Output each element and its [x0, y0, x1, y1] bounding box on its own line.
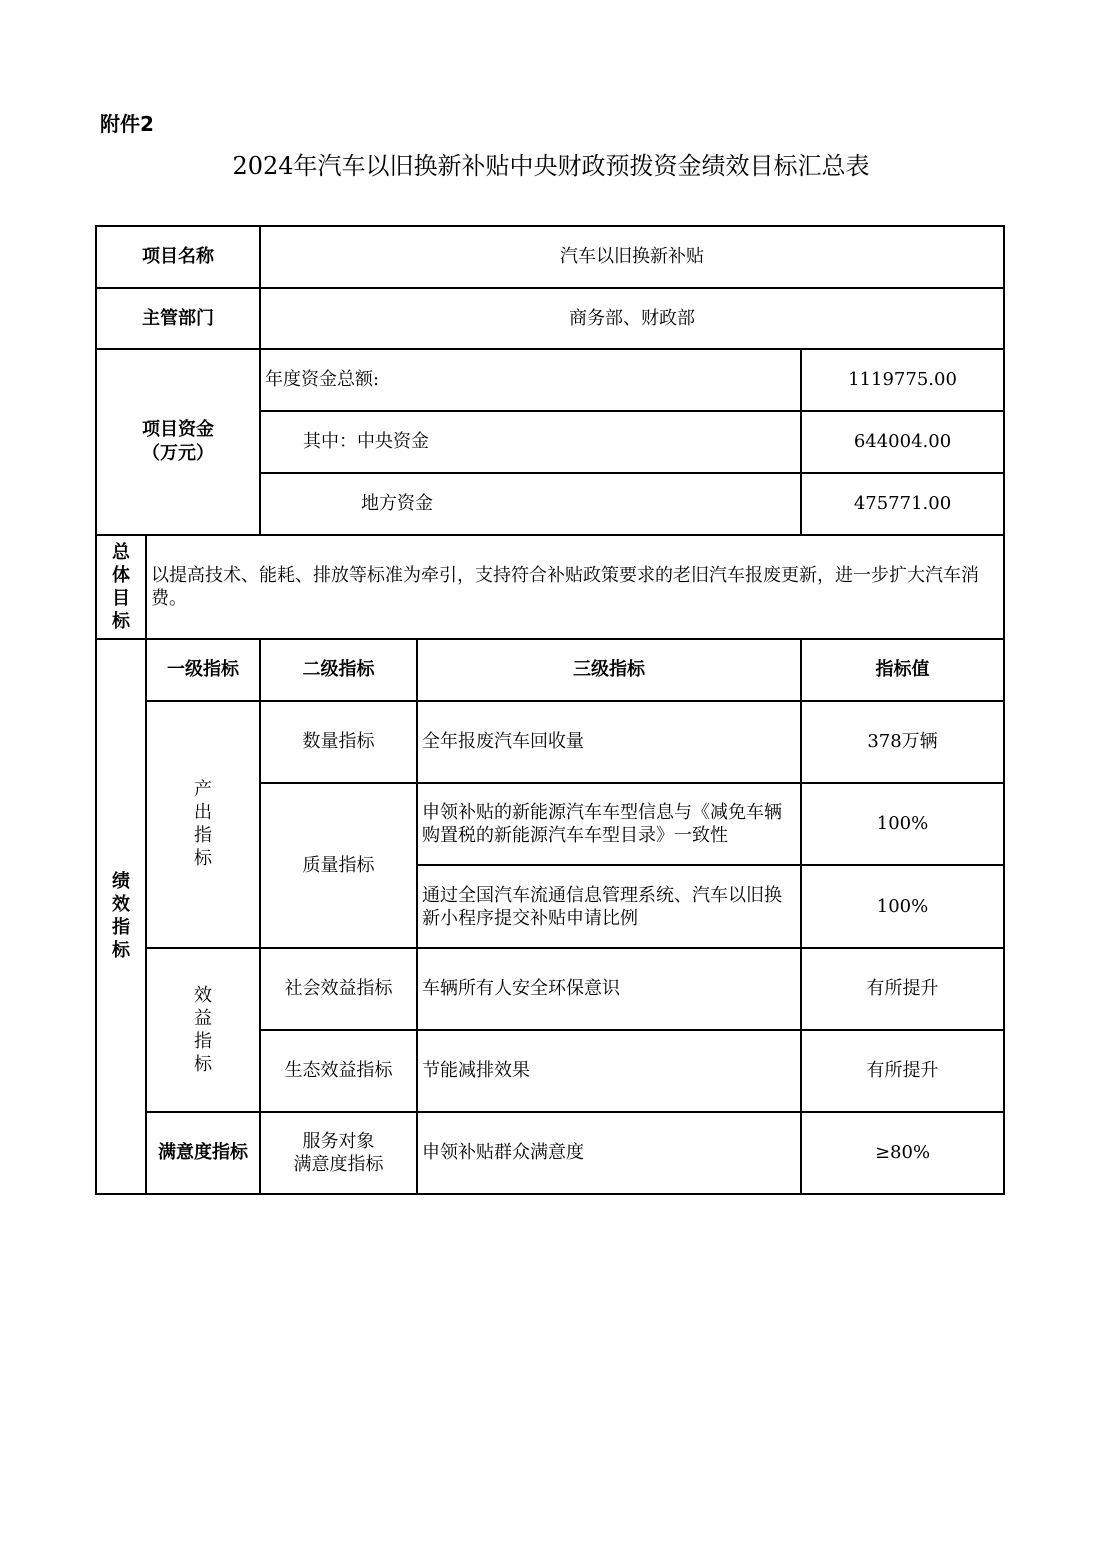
value-cell: ≥80% [801, 1112, 1004, 1194]
level3-cell: 全年报废汽车回收量 [417, 701, 801, 783]
overall-goal-text: 以提高技术、能耗、排放等标准为牵引，支持符合补贴政策要求的老旧汽车报废更新，进一步扩大汽车消费。 [146, 535, 1004, 639]
annual-total-value: 1119775.00 [801, 349, 1004, 411]
level3-cell: 申领补贴的新能源汽车车型信息与《减免车辆购置税的新能源汽车车型目录》一致性 [417, 783, 801, 865]
header-value: 指标值 [801, 639, 1004, 701]
department-value: 商务部、财政部 [260, 288, 1004, 349]
overall-goal-label: 总体目标 [96, 535, 146, 639]
output-indicator-label: 产出指标 [146, 701, 260, 948]
table-row [96, 288, 1004, 349]
level2-cell [260, 1112, 417, 1194]
page-title: 2024年汽车以旧换新补贴中央财政预拨资金绩效目标汇总表 [232, 152, 870, 180]
level2-cell: 质量指标 [260, 783, 417, 948]
value-cell: 378万辆 [801, 701, 1004, 783]
table-row [96, 535, 1004, 639]
level2-line: 满意度指标 [293, 1154, 384, 1175]
value-cell: 100% [801, 865, 1004, 948]
value-cell: 100% [801, 783, 1004, 865]
value-cell: 有所提升 [801, 948, 1004, 1030]
performance-table [95, 225, 1005, 1195]
local-funds-label: 地方资金 [260, 473, 801, 535]
level3-cell: 车辆所有人安全环保意识 [417, 948, 801, 1030]
central-funds-label: 其中：中央资金 [260, 411, 801, 473]
header-level2: 二级指标 [260, 639, 417, 701]
header-level1: 一级指标 [146, 639, 260, 701]
table-row [96, 1112, 1004, 1194]
level3-cell: 节能减排效果 [417, 1030, 801, 1112]
value-cell: 有所提升 [801, 1030, 1004, 1112]
satisfaction-indicator-label: 满意度指标 [146, 1112, 260, 1194]
funds-label-text: 项目资金 [142, 419, 214, 440]
level3-cell: 通过全国汽车流通信息管理系统、汽车以旧换新小程序提交补贴申请比例 [417, 865, 801, 948]
project-name-value: 汽车以旧换新补贴 [260, 226, 1004, 288]
central-funds-value: 644004.00 [801, 411, 1004, 473]
table-row [96, 226, 1004, 288]
annex-label: 附件2 [100, 112, 154, 136]
level3-cell: 申领补贴群众满意度 [417, 1112, 801, 1194]
local-funds-value: 475771.00 [801, 473, 1004, 535]
funds-unit-text: （万元） [142, 443, 214, 464]
header-level3: 三级指标 [417, 639, 801, 701]
annual-total-label: 年度资金总额: [260, 349, 801, 411]
level2-cell: 生态效益指标 [260, 1030, 417, 1112]
project-name-label: 项目名称 [96, 226, 260, 288]
table-row [96, 948, 1004, 1030]
benefit-indicator-label: 效益指标 [146, 948, 260, 1112]
level2-cell: 社会效益指标 [260, 948, 417, 1030]
department-label: 主管部门 [96, 288, 260, 349]
level2-line: 服务对象 [302, 1131, 375, 1152]
performance-label: 绩效指标 [96, 639, 146, 1194]
project-funds-label [96, 349, 260, 535]
level2-cell: 数量指标 [260, 701, 417, 783]
table-row [96, 349, 1004, 411]
table-row [96, 639, 1004, 701]
table-row [96, 701, 1004, 783]
